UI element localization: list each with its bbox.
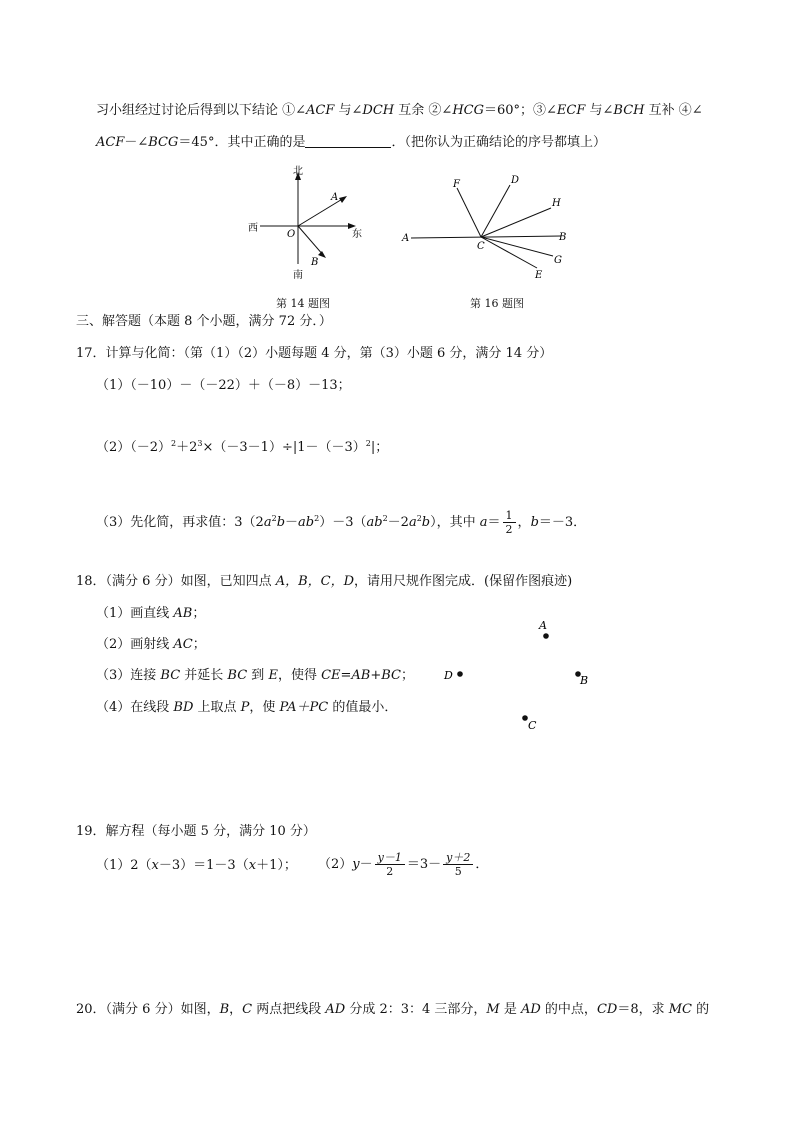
figure-16-caption: 第 16 题图 (470, 297, 524, 310)
point-d (457, 671, 463, 677)
label-a: A (539, 619, 547, 632)
figure-16-angles (395, 168, 575, 283)
label-a: A (402, 233, 410, 244)
point-c (522, 715, 528, 721)
label-g: G (554, 255, 562, 266)
label-c: C (528, 719, 537, 732)
q17-title: 17．计算与化简：（第（1）（2）小题每题 4 分，第（3）小题 6 分，满分 14 分） (76, 346, 553, 361)
label-a: A (331, 192, 339, 203)
label-east: 东 (352, 229, 362, 240)
q17-part-1: （1）（－10）－（－22）＋（－8）－13； (96, 378, 351, 393)
ray-ch (481, 208, 551, 237)
conclusions-line-2: ACF－∠BCG＝45°．其中正确的是 ．（把你认为正确结论的序号都填上） (96, 135, 606, 150)
label-b: B (580, 674, 589, 687)
q17-part-2: $(2)(-2)^2+2^3\times(-3-1)\div|1-(-3)^2|$； (96, 439, 389, 455)
ray-ob-arrow (318, 251, 326, 258)
ray-cg (481, 237, 553, 256)
label-e: E (535, 270, 543, 281)
label-b: B (559, 232, 567, 243)
conclusions-line-1: 习小组经过讨论后得到以下结论 ①∠ACF 与∠DCH 互余 ②∠HCG＝60°；③∠ECF 与∠BCH 互补 ④∠ (96, 103, 703, 118)
q18-title: 18．（满分 6 分）如图，已知四点 A，B，C，D，请用尺规作图完成．(保留作图痕迹) (76, 574, 573, 589)
point-a (543, 633, 549, 639)
fraction-one-half: $\frac{1}{2}$ (503, 509, 516, 536)
label-north: 北 (293, 166, 303, 177)
section-3-title: 三、解答题（本题 8 个小题，满分 72 分．） (76, 314, 332, 329)
fraction-y-minus-1-over-2: $\frac{y-1}{2}$ (375, 851, 405, 878)
fraction-y-plus-2-over-5: $\frac{y+2}{5}$ (443, 851, 473, 878)
label-f: F (453, 179, 460, 190)
q18-step-2: （2）画射线 AC； (96, 637, 206, 652)
q18-step-4: （4）在线段 BD 上取点 P，使 PA＋PC 的值最小． (96, 700, 398, 715)
ray-cd (481, 185, 510, 237)
q19-title: 19．解方程（每小题 5 分，满分 10 分） (76, 824, 316, 839)
label-west: 西 (248, 223, 258, 234)
ray-ob (298, 226, 324, 256)
label-h: H (552, 198, 561, 209)
q17-part-3: （3）先化简，再求值：$3(2a^2b-ab^2)-3(ab^2-2a^2b)$，其中 a＝ $\frac{1}{2}$ ，b＝－3． (96, 509, 587, 536)
label-o: O (287, 229, 296, 240)
answer-blank[interactable] (305, 135, 391, 148)
ray-ce (481, 237, 537, 268)
label-c: C (477, 241, 485, 252)
q20-title: 20．（满分 6 分）如图，B，C 两点把线段 AD 分成 2：3：4 三部分，M 是 AD 的中点，CD＝8，求 MC 的 (76, 1002, 710, 1017)
ray-oa-arrow (339, 196, 347, 203)
label-d: D (444, 669, 453, 682)
q19-part-2: （2）y－ $\frac{y-1}{2}$ ＝3－ $\frac{y+2}{5}$ ． (318, 851, 489, 878)
label-south: 南 (293, 270, 303, 280)
label-d: D (511, 175, 520, 186)
figure-14-compass (240, 160, 380, 280)
figure-14-caption: 第 14 题图 (276, 297, 330, 310)
label-b: B (311, 257, 319, 268)
line-ab (411, 236, 561, 238)
q18-step-3: （3）连接 BC 并延长 BC 到 E，使得 CE=AB+BC； (96, 668, 414, 683)
q19-part-1: （1）2（x－3）＝1－3（x＋1）； (96, 858, 297, 873)
q18-points-figure (430, 612, 600, 737)
q18-step-1: （1）画直线 AB； (96, 606, 206, 621)
ray-cf (457, 188, 481, 237)
